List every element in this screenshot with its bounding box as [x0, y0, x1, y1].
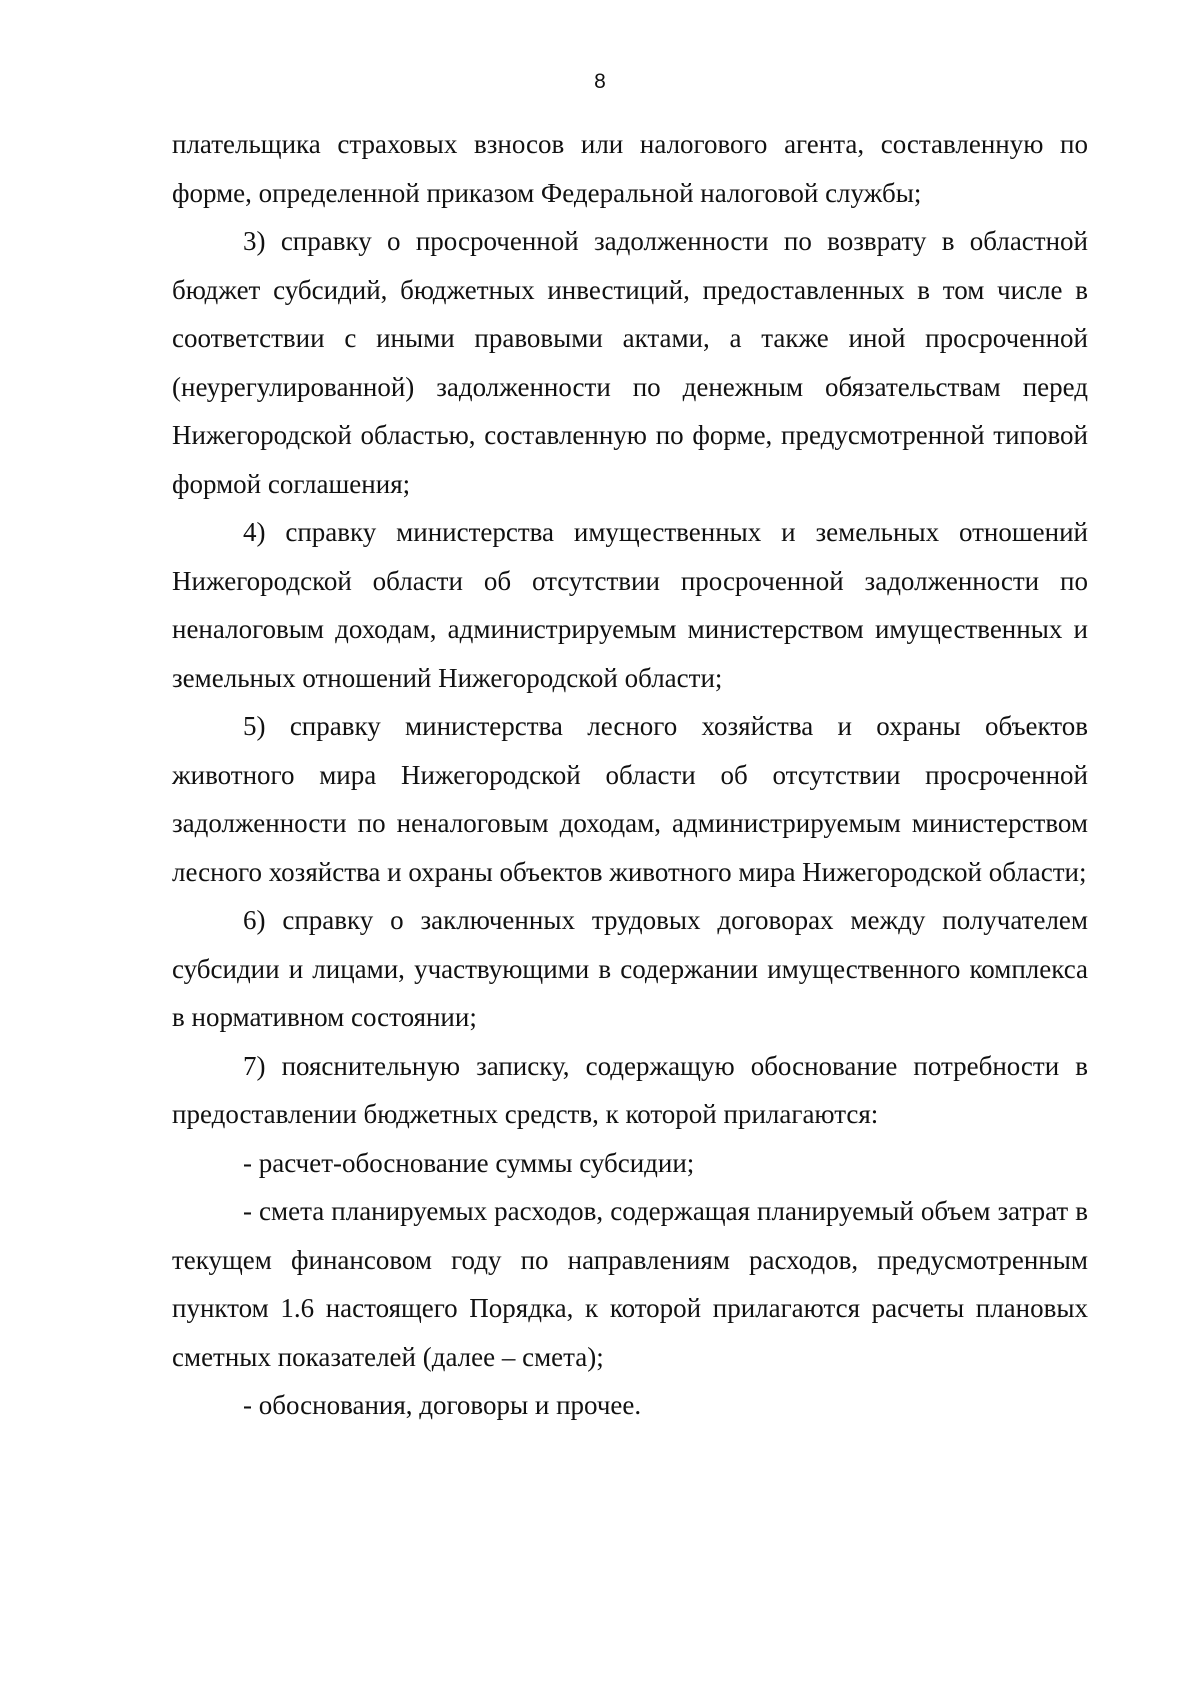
paragraph-item-4: 4) справку министерства имущественных и земельных отношений Нижегородской области об отсутствии просроченной задолженности по неналоговым доходам, администрируемым министерством имущественных и земельных отношений Нижегородской области; — [172, 517, 1088, 693]
paragraph-bullet-justifications: - обоснования, договоры и прочее. — [243, 1390, 642, 1420]
paragraph-item-7: 7) пояснительную записку, содержащую обоснование потребности в предоставлении бюджетных средств, к которой прилагаются: — [172, 1050, 1088, 1129]
document-body — [172, 120, 1088, 1430]
paragraph-item-3: 3) справку о просроченной задолженности по возврату в областной бюджет субсидий, бюджетных инвестиций, предоставленных в том числе в соответствии с иными правовыми актами, а также иной просроченной (неурегулированной) задолженности по денежным обязательствам перед Нижегородской областью, составленную по форме, предусмотренной типовой формой соглашения; — [172, 226, 1088, 499]
paragraph-item-6: 6) справку о заключенных трудовых договорах между получателем субсидии и лицами, участвующими в содержании имущественного комплекса в нормативном состоянии; — [172, 905, 1088, 1032]
paragraph-bullet-estimate: - смета планируемых расходов, содержащая планируемый объем затрат в текущем финансовом году по направлениям расходов, предусмотренным пунктом 1.6 настоящего Порядка, к которой прилагаются расчеты плановых сметных показателей (далее – смета); — [172, 1196, 1088, 1372]
paragraph-item-5: 5) справку министерства лесного хозяйства и охраны объектов животного мира Нижегородской области об отсутствии просроченной задолженности по неналоговым доходам, администрируемым министерством лесного хозяйства и охраны объектов животного мира Нижегородской области; — [172, 711, 1088, 887]
paragraph-bullet-calculation: - расчет-обоснование суммы субсидии; — [243, 1147, 695, 1178]
page-number: 8 — [594, 70, 606, 93]
paragraph-continued: плательщика страховых взносов или налогового агента, составленную по форме, определенной приказом Федеральной налоговой службы; — [172, 129, 1088, 208]
